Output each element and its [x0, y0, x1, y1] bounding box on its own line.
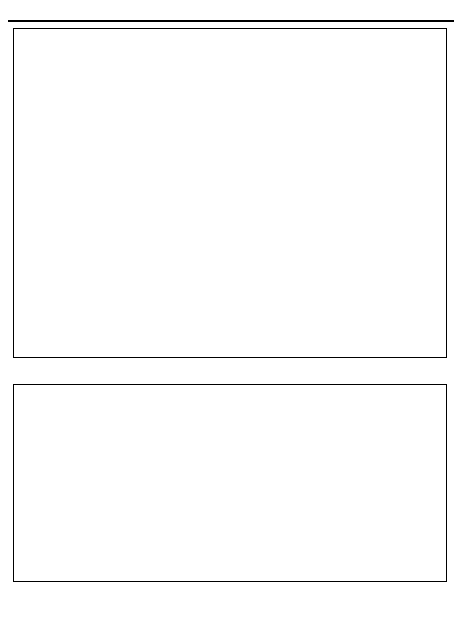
page-footer [0, 604, 462, 618]
switch-position-table [0, 380, 462, 590]
